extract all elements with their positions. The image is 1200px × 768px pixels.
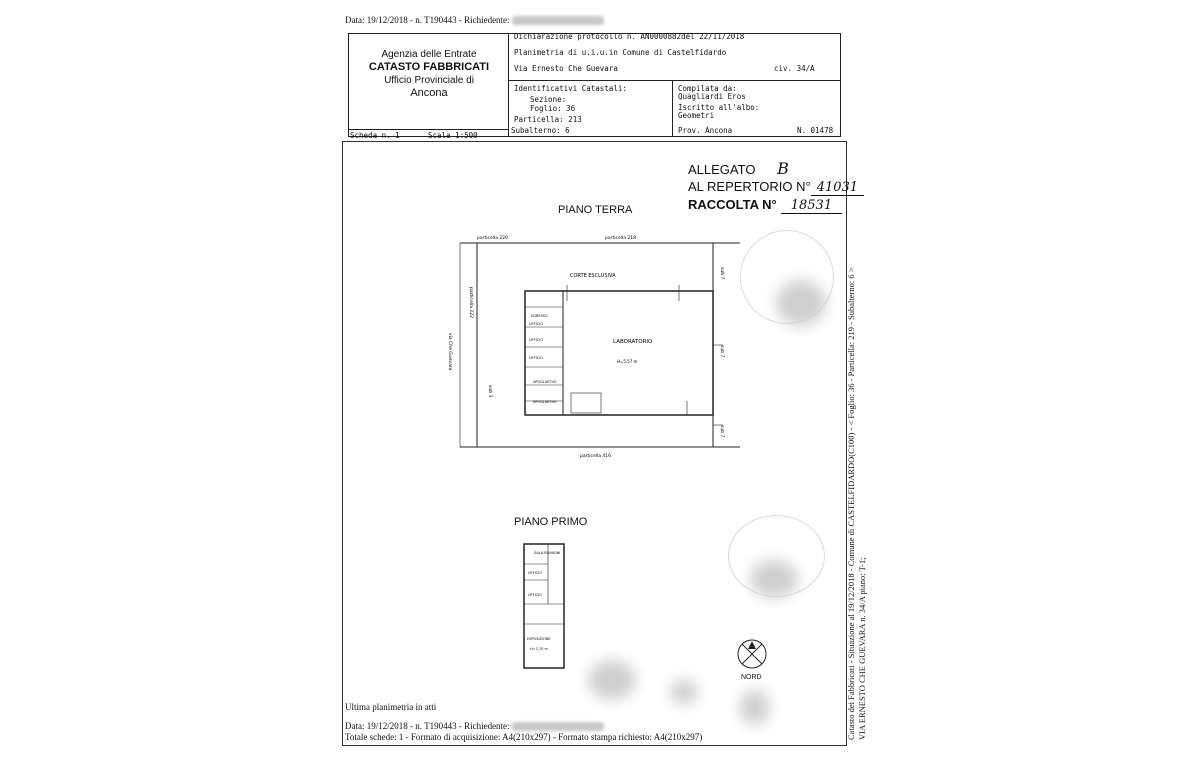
raccolta-label: RACCOLTA N° <box>688 197 777 212</box>
north-arrow-icon <box>733 637 771 671</box>
label-via: via Che Guevara <box>447 333 452 371</box>
label-particella-416: particella 416 <box>580 454 611 459</box>
scheda-text: Scheda n. 1 <box>350 131 400 140</box>
civ-text: civ. 34/A <box>774 64 815 73</box>
side-vertical-text <box>846 267 868 740</box>
label-particella-222: particella 222 <box>468 287 473 318</box>
agency-block <box>350 48 508 100</box>
address-text: Via Ernesto Che Guevara <box>514 64 618 73</box>
particella-text: Particella: 213 <box>514 115 582 124</box>
label-sala: SALA RIUNIONI <box>534 551 561 555</box>
scala-text: Scala 1:500 <box>428 131 478 140</box>
label-sub-3: sub 3 <box>487 385 492 398</box>
agency-line3: Ufficio Provinciale di <box>384 75 474 86</box>
label-lab-height: H=5,57 m <box>617 359 638 364</box>
label-particella-218: particella 218 <box>605 236 636 241</box>
document-top-line <box>345 15 604 25</box>
first-floor-plan <box>518 540 573 670</box>
repertorio-label: AL REPERTORIO N° <box>688 179 811 194</box>
subalterno-text: Subalterno: 6 <box>511 126 570 135</box>
repertorio-number: 41031 <box>811 180 864 196</box>
redacted-signature <box>776 280 826 326</box>
footer-line-1-text: Data: 19/12/2018 - n. T190443 - Richiedente: <box>345 721 510 731</box>
prov-text: Prov. Ancona <box>678 126 733 135</box>
agency-line4: Ancona <box>410 87 448 99</box>
piano-primo-title: PIANO PRIMO <box>514 516 588 528</box>
declaration-text: Dichiarazione protocollo n. AN0000882del 22/11/2018 <box>514 32 745 41</box>
planimetria-text: Planimetria di u.i.u.in Comune di Castelfidardo <box>514 48 727 57</box>
compilata-name: Quagliardi Eros <box>678 92 746 101</box>
sezione-text: Sezione: <box>530 95 567 104</box>
label-laboratorio: LABORATORIO <box>613 339 653 345</box>
agency-line1: Agenzia delle Entrate <box>381 49 477 60</box>
label-corte: CORTE ESCLUSIVA <box>570 273 616 279</box>
redacted-requester <box>512 16 604 25</box>
numero-text: N. 01478 <box>797 126 834 135</box>
ground-floor-plan <box>447 225 745 465</box>
piano-terra-title: PIANO TERRA <box>558 204 633 216</box>
raccolta-number: 18531 <box>781 198 842 214</box>
label-sub-7-b: sub 7 <box>719 345 724 358</box>
header-divider <box>508 33 509 137</box>
compilata-label: Compilata da: <box>678 84 737 93</box>
top-line-text: Data: 19/12/2018 - n. T190443 - Richiedente: <box>345 15 510 25</box>
label-ufficio-3: UFFICIO <box>529 356 543 360</box>
label-ufficio-b: UFFICIO <box>528 593 542 597</box>
iscritto-value: Geometri <box>678 111 715 120</box>
redacted-signature-2 <box>750 560 798 598</box>
label-ufficio-2: UFFICIO <box>529 338 543 342</box>
allegato-label: ALLEGATO <box>688 162 756 177</box>
header-hline <box>508 80 841 81</box>
redacted-signature-4 <box>670 680 698 704</box>
allegato-letter: B <box>777 159 789 178</box>
scheda-hline <box>348 129 508 130</box>
label-ufficio-a: UFFICIO <box>528 571 542 575</box>
label-sub-7-c: sub 7 <box>719 425 724 438</box>
label-egresso: EGRESSO <box>531 314 548 318</box>
side-line-1: Catasto dei Fabbricati - Situazione al 19/12/2018 - Comune di CASTELFIDARDO(C100) - < Foglio: 36 - Particella: 219 - Subalterno: 6 > <box>846 267 856 740</box>
ident-title: Identificativi Catastali: <box>514 84 627 93</box>
label-sub-7-a: sub 7 <box>719 267 724 280</box>
iscritto-label: Iscritto all'albo: <box>678 103 760 112</box>
agency-line2: CATASTO FABBRICATI <box>368 61 490 73</box>
footer-line-1 <box>345 721 604 731</box>
header-divider-2 <box>672 80 673 137</box>
label-particella-220: particella 220 <box>477 236 508 241</box>
label-esposizione: ESPOSIZIONE <box>527 637 551 641</box>
nord-label: NORD <box>741 674 762 681</box>
label-spogliatoio-1: SPOGLIATOIO <box>533 380 557 384</box>
side-line-2: VIA ERNESTO CHE GUEVARA n. 34/A piano: T-1; <box>857 557 867 740</box>
label-ufficio-1: UFFICIO <box>529 322 543 326</box>
redacted-signature-5 <box>740 690 770 725</box>
redacted-requester-2 <box>512 722 604 731</box>
foglio-text: Foglio: 36 <box>530 104 576 113</box>
label-primo-height: H=2,70 m <box>530 647 548 651</box>
label-spogliatoio-2: SPOGLIATOIO <box>533 400 557 404</box>
footer-line-2: Totale schede: 1 - Formato di acquisizione: A4(210x297) - Formato stampa richiesto: A4(210x297) <box>345 732 703 742</box>
redacted-signature-3 <box>588 660 636 700</box>
allegato-stamp <box>688 160 864 214</box>
ultima-planimetria: Ultima planimetria in atti <box>345 702 437 712</box>
